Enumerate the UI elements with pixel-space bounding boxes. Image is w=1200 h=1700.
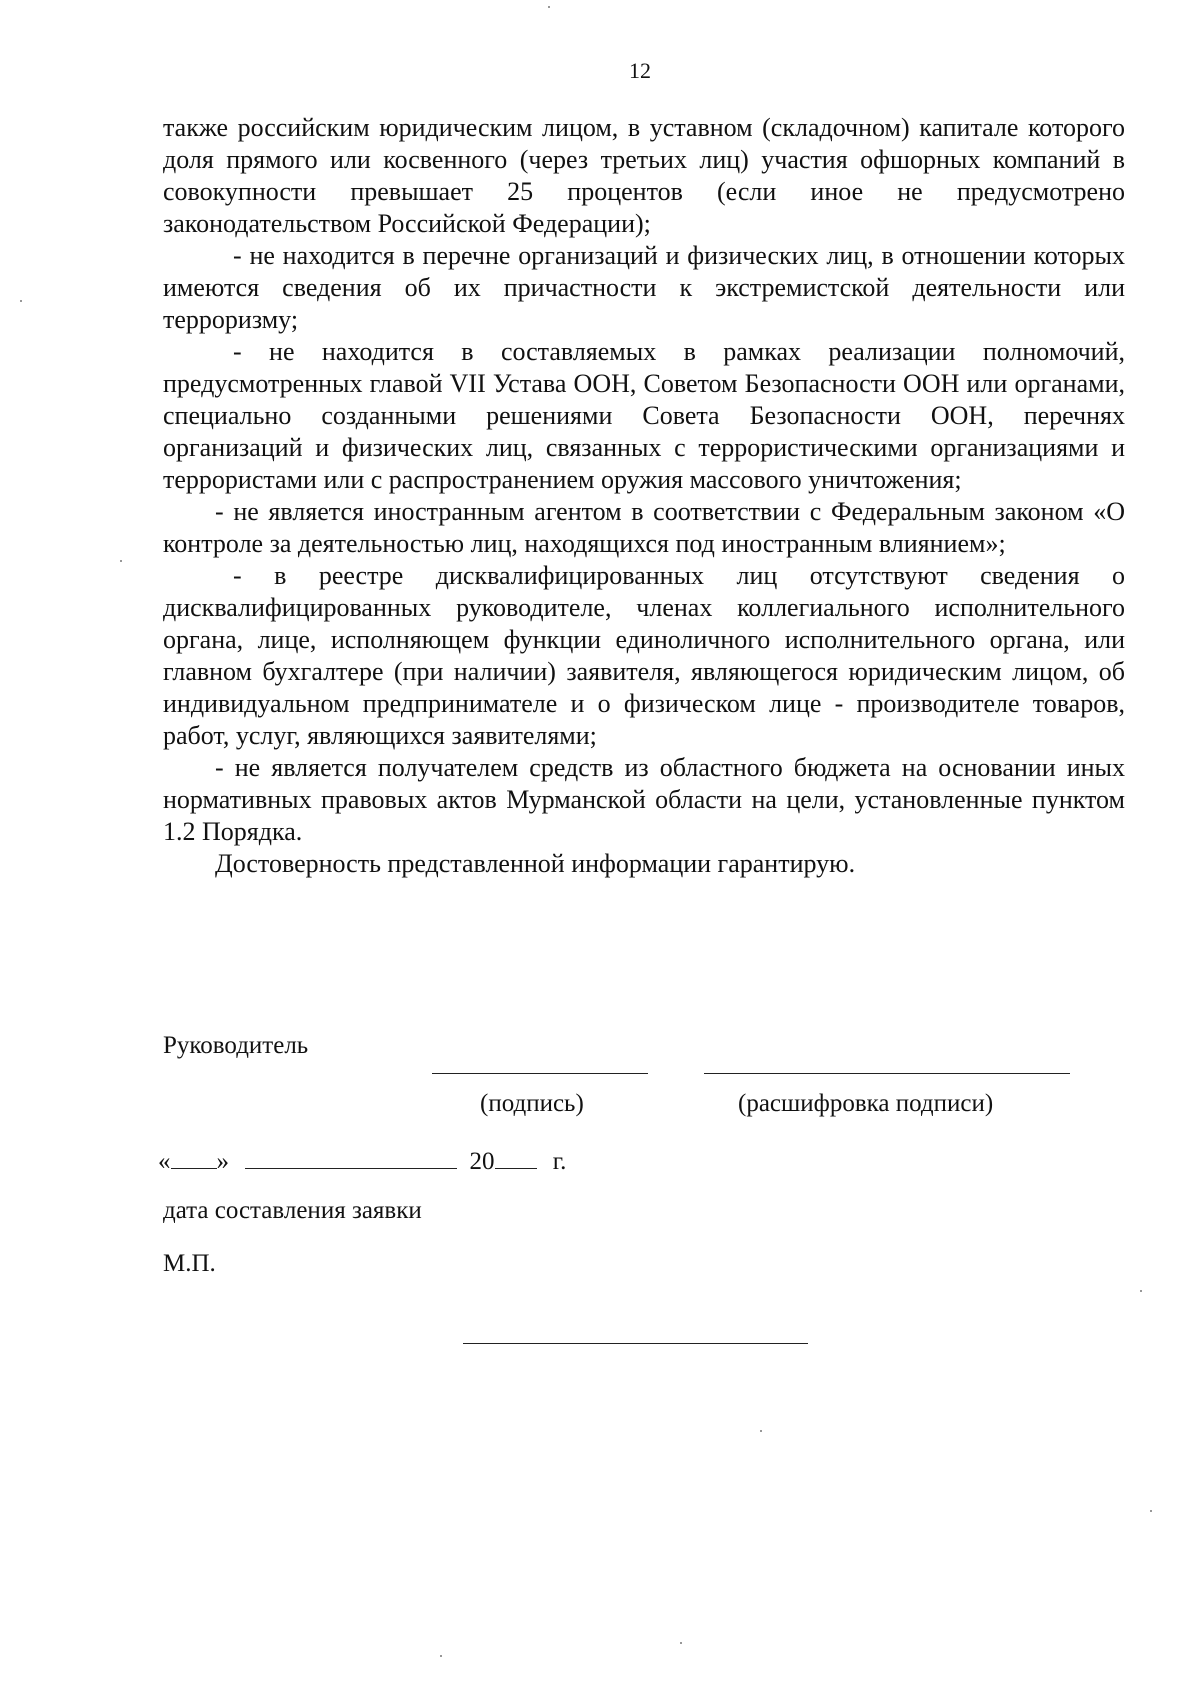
date-close-quote: » xyxy=(216,1148,229,1175)
signature-decoding-caption: (расшифровка подписи) xyxy=(738,1090,994,1117)
page-number: 12 xyxy=(629,58,651,83)
stamp-label: М.П. xyxy=(163,1250,216,1277)
year-suffix: г. xyxy=(552,1148,567,1175)
scan-speck xyxy=(760,1430,762,1432)
paragraph-un-lists: - не находится в составляемых в рамках реализации полномочий, предусмотренных главой VII Устава ООН, Советом Безопасности ООН или органами, специально созданными решениями Совета Безопасности ООН, перечнях организаций и физических лиц, связанных с террористическими организациями и террористами или с распространением оружия массового уничтожения; xyxy=(163,337,1125,494)
day-blank xyxy=(171,1146,217,1169)
paragraph-foreign-agent: - не является иностранным агентом в соответствии с Федеральным законом «О контроле за деятельностью лиц, находящихся под иностранным влиянием»; xyxy=(163,497,1125,558)
end-separator-line xyxy=(463,1343,808,1344)
date-caption: дата составления заявки xyxy=(163,1197,422,1224)
role-label: Руководитель xyxy=(163,1032,309,1059)
date-line xyxy=(158,1146,566,1176)
month-blank xyxy=(245,1146,457,1169)
scan-speck xyxy=(120,560,122,562)
paragraph-disqualified-registry: - в реестре дисквалифицированных лиц отсутствуют сведения о дисквалифицированных руководителе, членах коллегиального исполнительного органа, лице, исполняющем функции единоличного исполнительного органа, или главном бухгалтере (при наличии) заявителя, являющегося юридическим лицом, об индивидуальном предпринимателе и о физическом лице - производителе товаров, работ, услуг, являющихся заявителями; xyxy=(163,561,1125,750)
scan-speck xyxy=(440,1655,442,1657)
scan-speck xyxy=(20,300,22,302)
scan-speck xyxy=(1140,1290,1142,1292)
scan-speck xyxy=(548,6,550,8)
signature-line xyxy=(432,1073,648,1074)
paragraph-extremism-list: - не находится в перечне организаций и физических лиц, в отношении которых имеются сведения об их причастности к экстремистской деятельности или терроризму; xyxy=(163,241,1125,334)
date-open-quote: « xyxy=(158,1148,171,1175)
paragraph-regional-budget: - не является получателем средств из областного бюджета на основании иных нормативных правовых актов Мурманской области на цели, установленные пунктом 1.2 Порядка. xyxy=(163,753,1125,846)
signature-decoding-line xyxy=(704,1073,1070,1074)
year-prefix: 20 xyxy=(469,1148,495,1175)
year-blank xyxy=(495,1146,537,1169)
scan-speck xyxy=(680,1642,682,1644)
paragraph-offshore: также российским юридическим лицом, в уставном (складочном) капитале которого доля прямого или косвенного (через третьих лиц) участия офшорных компаний в совокупности превышает 25 процентов (если иное не предусмотрено законодательством Российской Федерации); xyxy=(163,113,1125,238)
scan-speck xyxy=(1150,1510,1152,1512)
signature-caption: (подпись) xyxy=(480,1090,584,1117)
body-text xyxy=(163,112,1125,880)
paragraph-guarantee: Достоверность представленной информации гарантирую. xyxy=(215,849,856,878)
